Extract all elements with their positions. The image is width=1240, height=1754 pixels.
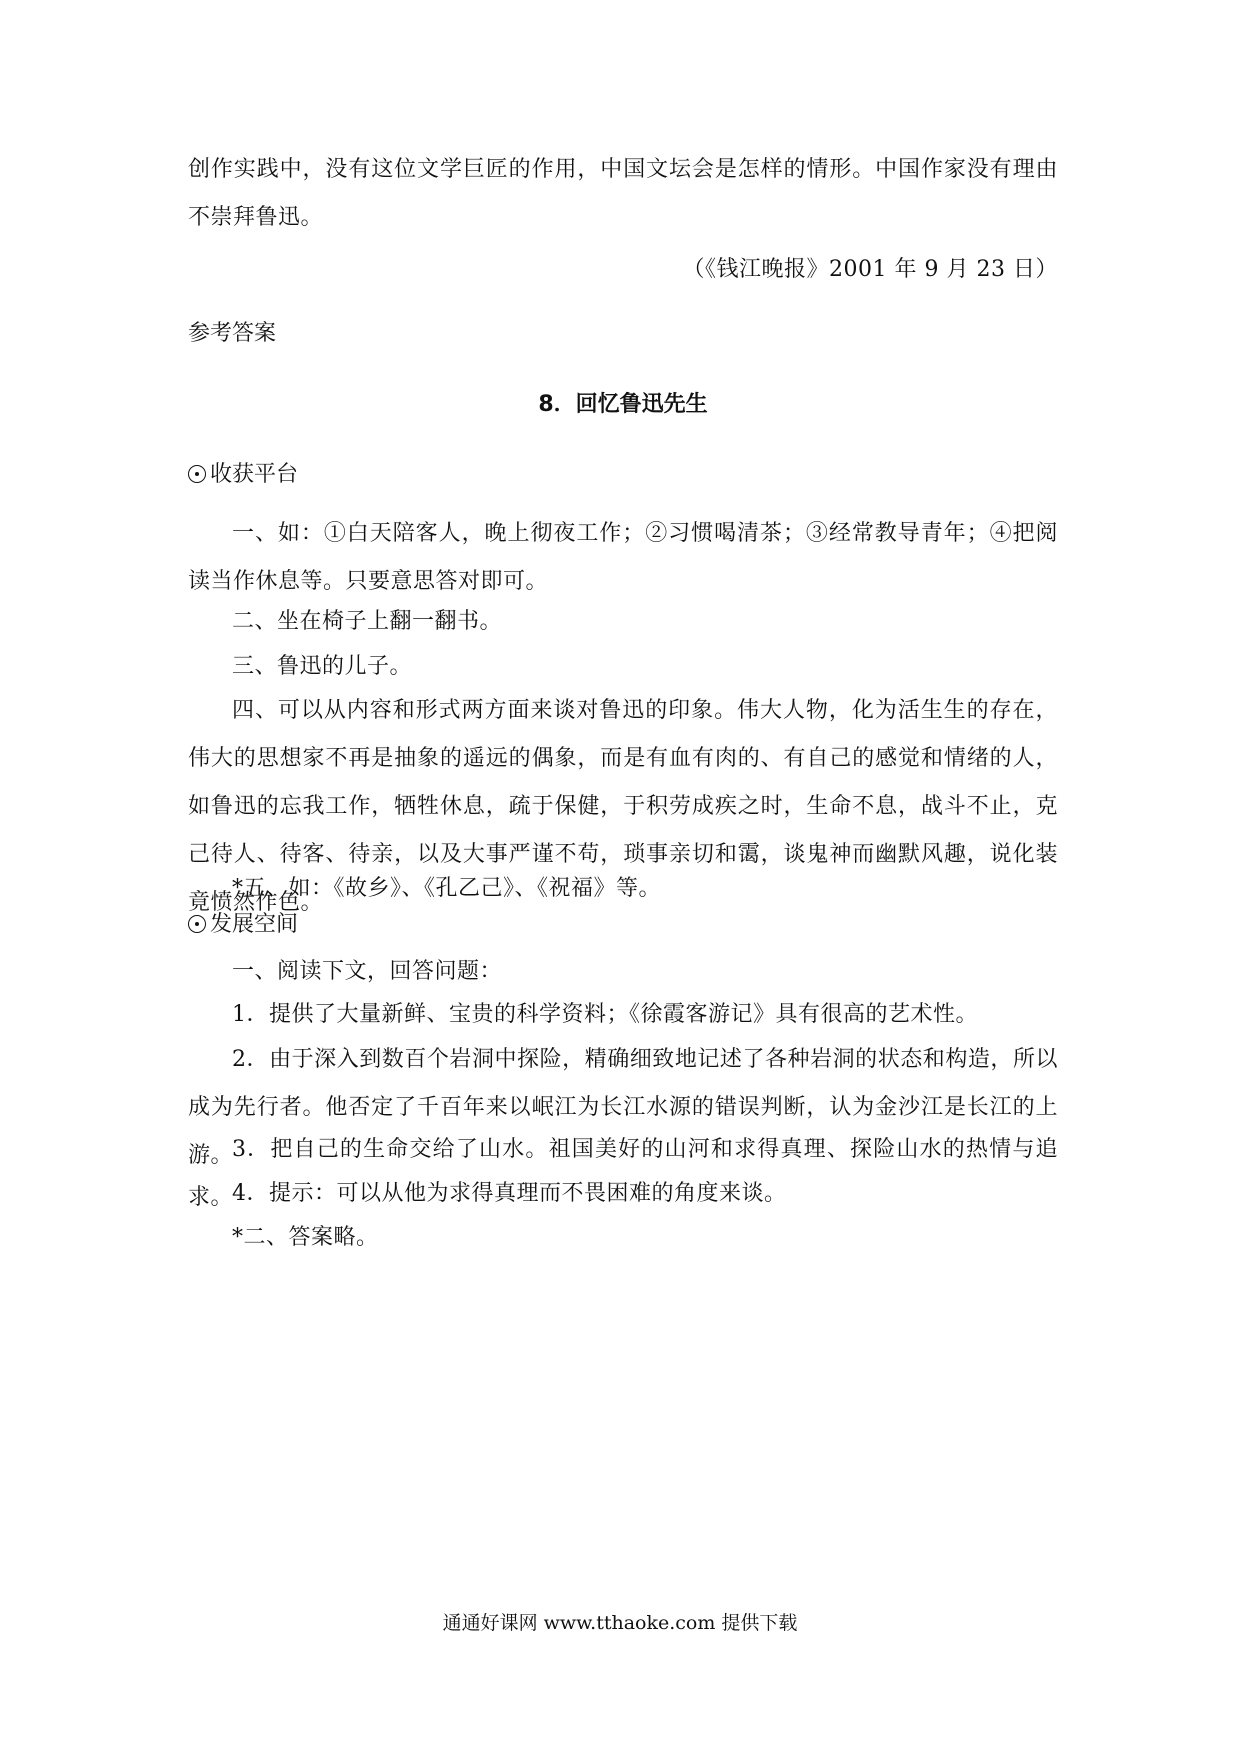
development-heading-label: 发展空间 (210, 912, 299, 937)
harvest-heading (188, 455, 298, 495)
lesson-title: 8．回忆鲁迅先生 (538, 392, 708, 417)
harvest-item: 二、坐在椅子上翻一翻书。 (232, 609, 503, 634)
source-citation: （《钱江晚报》2001 年 9 月 23 日） (682, 257, 1058, 282)
development-item: 1．提供了大量新鲜、宝贵的科学资料；《徐霞客游记》具有很高的艺术性。 (232, 1002, 978, 1027)
harvest-heading-label: 收获平台 (210, 462, 299, 487)
footer-credit: 通通好课网 www.tthaoke.com 提供下载 (442, 1612, 798, 1634)
reference-heading: 参考答案 (188, 321, 277, 346)
development-heading (188, 905, 298, 945)
harvest-item: 四、可以从内容和形式两方面来谈对鲁迅的印象。伟大人物，化为活生生的存在，伟大的思想家不再是抽象的遥远的偶象，而是有血有肉的、有自己的感觉和情绪的人，如鲁迅的忘我工作，牺牲休息，疏于保健，于积劳成疾之时，生命不息，战斗不止，克己待人、待客、待亲，以及大事严谨不苟，琐事亲切和霭，谈鬼神而幽默风趣，说化装竟愤然作色。 (188, 698, 1058, 915)
development-item: 4．提示：可以从他为求得真理而不畏困难的角度来谈。 (232, 1181, 787, 1206)
intro-paragraph: 创作实践中，没有这位文学巨匠的作用，中国文坛会是怎样的情形。中国作家没有理由不崇拜鲁迅。 (188, 157, 1058, 230)
development-item: *二、答案略。 (232, 1225, 379, 1250)
circle-dot-icon (188, 465, 206, 483)
harvest-item: 一、如：①白天陪客人，晚上彻夜工作；②习惯喝清茶；③经常教导青年；④把阅读当作休息等。只要意思答对即可。 (188, 521, 1058, 594)
development-item: 一、阅读下文，回答问题： (232, 959, 503, 984)
development-item: 3．把自己的生命交给了山水。祖国美好的山河和求得真理、探险山水的热情与追求。 (188, 1137, 1058, 1210)
circle-dot-icon (188, 915, 206, 933)
development-item: 2．由于深入到数百个岩洞中探险，精确细致地记述了各种岩洞的状态和构造，所以成为先行者。他否定了千百年来以岷江为长江水源的错误判断，认为金沙江是长江的上游。 (188, 1047, 1058, 1168)
harvest-item: 三、鲁迅的儿子。 (232, 654, 413, 679)
harvest-item: *五、如：《故乡》、《孔乙己》、《祝福》等。 (232, 876, 662, 901)
